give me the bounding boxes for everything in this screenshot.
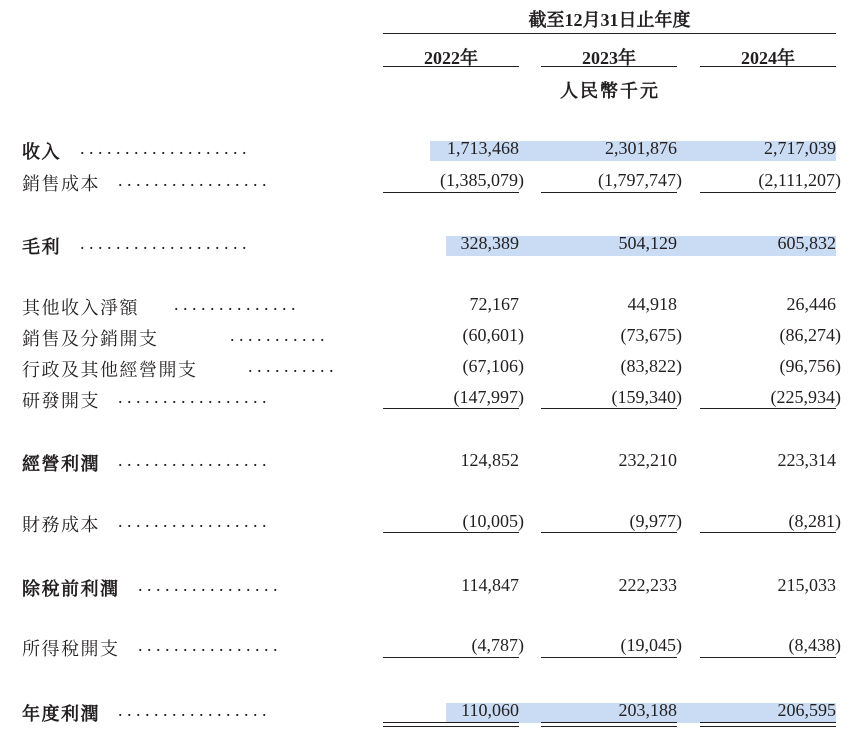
total-double-rule-top (700, 722, 836, 723)
subtotal-rule (541, 532, 677, 533)
period-header-rule (383, 33, 836, 34)
cell-profit-for-year-2022: 110,060 (461, 700, 519, 720)
cell-other-income-2022: 72,167 (469, 294, 519, 314)
cell-cost-of-sales-2023: (1,797,747) (598, 170, 682, 190)
total-double-rule-bottom (383, 726, 519, 727)
total-double-rule-top (541, 722, 677, 723)
year-2024-rule (700, 66, 836, 67)
cell-income-tax-2022: (4,787) (471, 635, 524, 655)
cell-admin-expenses-2023: (83,822) (620, 356, 682, 376)
cell-gross-profit-2024: 605,832 (777, 233, 836, 253)
total-double-rule-top (383, 722, 519, 723)
cell-operating-profit-2023: 232,210 (618, 450, 677, 470)
leader-dots: . . . . . . . . . . . . . . . . . . . (80, 233, 247, 253)
row-label-revenue: 收入 (22, 142, 61, 162)
leader-dots: . . . . . . . . . . . . . . (174, 294, 296, 314)
cell-other-income-2023: 44,918 (627, 294, 677, 314)
leader-dots: . . . . . . . . . . . . . . . . . (118, 387, 267, 407)
subtotal-rule (383, 532, 519, 533)
subtotal-rule (700, 657, 836, 658)
subtotal-rule (700, 192, 836, 193)
cell-finance-costs-2022: (10,005) (462, 511, 524, 531)
cell-operating-profit-2024: 223,314 (777, 450, 836, 470)
subtotal-rule (541, 408, 677, 409)
cell-finance-costs-2023: (9,977) (629, 511, 682, 531)
cell-income-tax-2024: (8,438) (788, 635, 841, 655)
cell-operating-profit-2022: 124,852 (460, 450, 519, 470)
cell-rnd-expenses-2023: (159,340) (611, 387, 682, 407)
cell-selling-expenses-2024: (86,274) (779, 325, 841, 345)
leader-dots: . . . . . . . . . . (248, 356, 334, 376)
cell-revenue-2022: 1,713,468 (447, 138, 519, 158)
cell-finance-costs-2024: (8,281) (788, 511, 841, 531)
row-label-gross-profit: 毛利 (22, 237, 61, 257)
cell-profit-before-tax-2022: 114,847 (461, 575, 519, 595)
row-label-rnd-expenses: 研發開支 (22, 391, 100, 411)
cell-profit-before-tax-2023: 222,233 (618, 575, 677, 595)
subtotal-rule (383, 192, 519, 193)
cell-profit-for-year-2024: 206,595 (777, 700, 836, 720)
year-2022-rule (383, 66, 519, 67)
row-label-finance-costs: 財務成本 (22, 515, 100, 535)
leader-dots: . . . . . . . . . . . (230, 325, 325, 345)
cell-admin-expenses-2022: (67,106) (462, 356, 524, 376)
cell-cost-of-sales-2022: (1,385,079) (440, 170, 524, 190)
row-label-selling-expenses: 銷售及分銷開支 (22, 329, 159, 349)
row-label-profit-before-tax: 除稅前利潤 (22, 579, 120, 599)
cell-rnd-expenses-2022: (147,997) (453, 387, 524, 407)
year-2023-header: 2023年 (582, 48, 636, 68)
year-2022-header: 2022年 (424, 48, 478, 68)
subtotal-rule (700, 532, 836, 533)
subtotal-rule (541, 192, 677, 193)
cell-revenue-2024: 2,717,039 (764, 138, 836, 158)
row-label-cost-of-sales: 銷售成本 (22, 174, 100, 194)
row-label-profit-for-year: 年度利潤 (22, 704, 100, 724)
cell-other-income-2024: 26,446 (786, 294, 836, 314)
cell-admin-expenses-2024: (96,756) (779, 356, 841, 376)
leader-dots: . . . . . . . . . . . . . . . . (138, 635, 278, 655)
row-label-operating-profit: 經營利潤 (22, 454, 100, 474)
leader-dots: . . . . . . . . . . . . . . . . . (118, 450, 267, 470)
leader-dots: . . . . . . . . . . . . . . . . (138, 575, 278, 595)
subtotal-rule (700, 408, 836, 409)
total-double-rule-bottom (700, 726, 836, 727)
year-2023-rule (541, 66, 677, 67)
row-label-income-tax: 所得稅開支 (22, 639, 120, 659)
leader-dots: . . . . . . . . . . . . . . . . . (118, 511, 267, 531)
subtotal-rule (383, 657, 519, 658)
row-label-other-income: 其他收入淨額 (22, 298, 139, 318)
subtotal-rule (541, 657, 677, 658)
cell-profit-before-tax-2024: 215,033 (777, 575, 836, 595)
period-header: 截至12月31日止年度 (528, 10, 691, 30)
cell-selling-expenses-2022: (60,601) (462, 325, 524, 345)
row-label-admin-expenses: 行政及其他經營開支 (22, 360, 198, 380)
year-2024-header: 2024年 (741, 48, 795, 68)
cell-gross-profit-2022: 328,389 (460, 233, 519, 253)
currency-unit: 人民幣千元 (560, 81, 660, 101)
cell-profit-for-year-2023: 203,188 (618, 700, 677, 720)
cell-cost-of-sales-2024: (2,111,207) (758, 170, 841, 190)
total-double-rule-bottom (541, 726, 677, 727)
cell-selling-expenses-2023: (73,675) (620, 325, 682, 345)
leader-dots: . . . . . . . . . . . . . . . . . . . (80, 138, 247, 158)
cell-rnd-expenses-2024: (225,934) (770, 387, 841, 407)
subtotal-rule (383, 408, 519, 409)
cell-revenue-2023: 2,301,876 (605, 138, 677, 158)
cell-gross-profit-2023: 504,129 (618, 233, 677, 253)
cell-income-tax-2023: (19,045) (620, 635, 682, 655)
leader-dots: . . . . . . . . . . . . . . . . . (118, 170, 267, 190)
leader-dots: . . . . . . . . . . . . . . . . . (118, 700, 267, 720)
